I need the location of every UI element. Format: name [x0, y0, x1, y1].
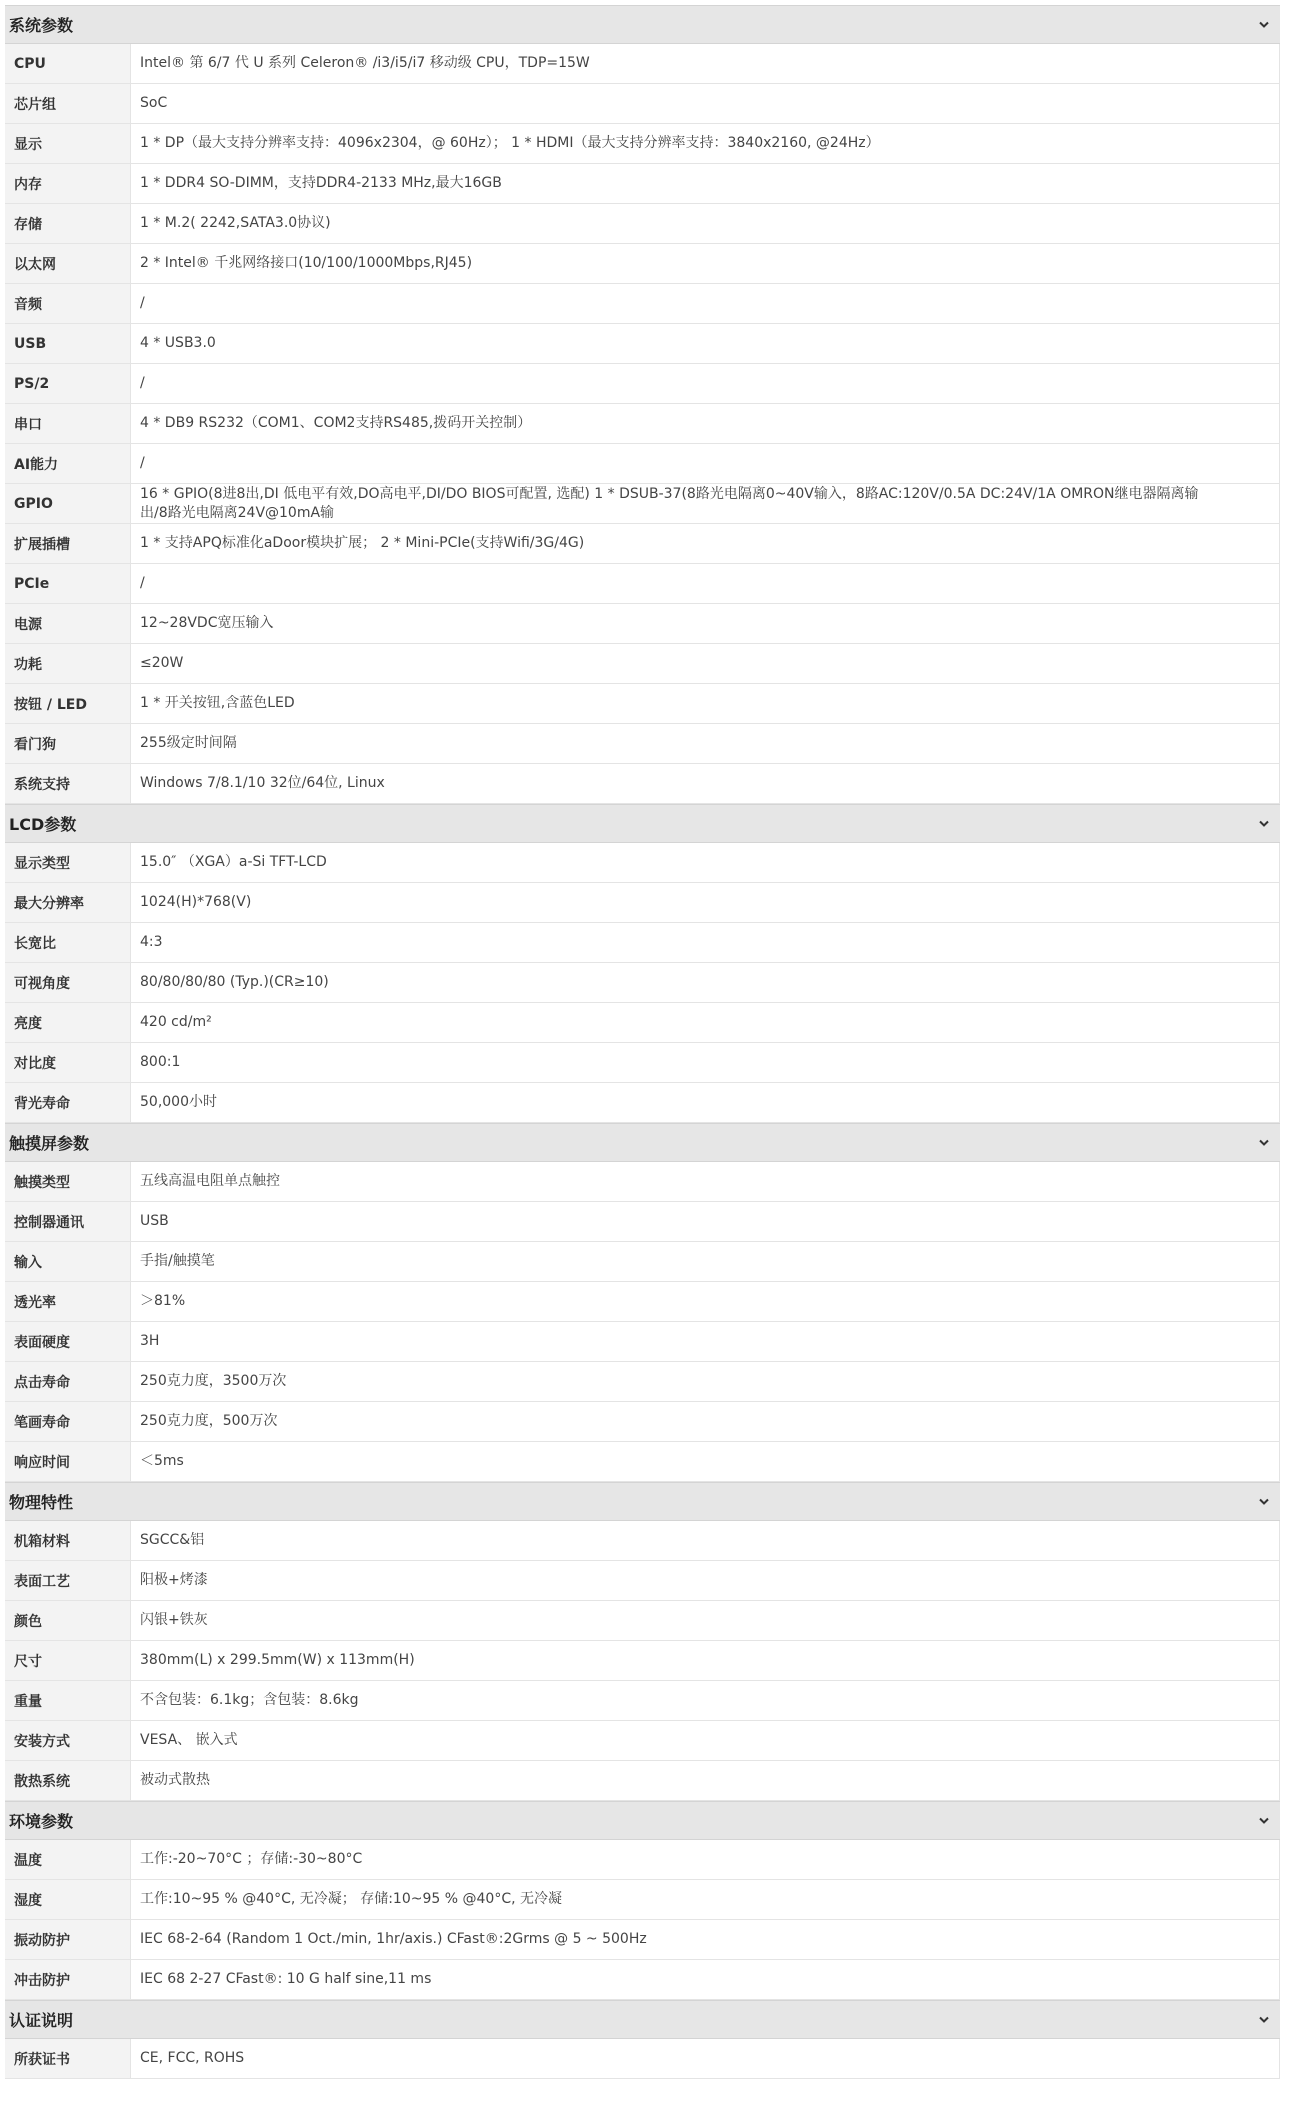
- spec-label: 长宽比: [5, 923, 130, 962]
- spec-row: [5, 1162, 1280, 1202]
- spec-value: ＜5ms: [130, 1442, 1280, 1481]
- spec-section: [5, 1123, 1280, 1482]
- spec-row: [5, 724, 1280, 764]
- spec-label: CPU: [5, 44, 130, 83]
- spec-value: /: [130, 444, 1280, 483]
- spec-value: SoC: [130, 84, 1280, 123]
- spec-label: 存储: [5, 204, 130, 243]
- spec-row: [5, 644, 1280, 684]
- spec-value: 手指/触摸笔: [130, 1242, 1280, 1281]
- spec-row: [5, 1202, 1280, 1242]
- spec-label: 温度: [5, 1840, 130, 1879]
- section-header[interactable]: [5, 1123, 1280, 1162]
- spec-label: 湿度: [5, 1880, 130, 1919]
- spec-label: PS/2: [5, 364, 130, 403]
- spec-value: 不含包装：6.1kg；含包装：8.6kg: [130, 1681, 1280, 1720]
- spec-value: 1 * DP（最大支持分辨率支持：4096x2304，@ 60Hz）； 1 * HDMI（最大支持分辨率支持：3840x2160, @24Hz）: [130, 124, 1280, 163]
- spec-label: 亮度: [5, 1003, 130, 1042]
- spec-label: 功耗: [5, 644, 130, 683]
- spec-value: CE, FCC, ROHS: [130, 2039, 1280, 2078]
- spec-label: 音频: [5, 284, 130, 323]
- spec-label: 最大分辨率: [5, 883, 130, 922]
- spec-row: [5, 404, 1280, 444]
- section-header[interactable]: [5, 804, 1280, 843]
- spec-row: [5, 44, 1280, 84]
- spec-value: 380mm(L) x 299.5mm(W) x 113mm(H): [130, 1641, 1280, 1680]
- spec-value: Intel® 第 6/7 代 U 系列 Celeron® /i3/i5/i7 移动级 CPU，TDP=15W: [130, 44, 1280, 83]
- section-title: 触摸屏参数: [9, 1134, 90, 1153]
- spec-row: [5, 1521, 1280, 1561]
- spec-value: 工作:-20~70°C ；存储:-30~80°C: [130, 1840, 1280, 1879]
- spec-label: 振动防护: [5, 1920, 130, 1959]
- spec-row: [5, 604, 1280, 644]
- spec-section: [5, 5, 1280, 804]
- spec-row: [5, 524, 1280, 564]
- spec-row: [5, 1003, 1280, 1043]
- spec-value: 1 * M.2( 2242,SATA3.0协议): [130, 204, 1280, 243]
- section-header[interactable]: [5, 5, 1280, 44]
- spec-value: IEC 68 2-27 CFast®: 10 G half sine,11 ms: [130, 1960, 1280, 1999]
- spec-label: 表面硬度: [5, 1322, 130, 1361]
- section-title: 认证说明: [9, 2011, 74, 2030]
- section-title: 环境参数: [9, 1812, 74, 1831]
- chevron-down-icon[interactable]: [1256, 1494, 1272, 1510]
- spec-label: 触摸类型: [5, 1162, 130, 1201]
- spec-label: 看门狗: [5, 724, 130, 763]
- spec-label: 重量: [5, 1681, 130, 1720]
- spec-value: 255级定时间隔: [130, 724, 1280, 763]
- spec-row: [5, 684, 1280, 724]
- spec-table: [5, 5, 1280, 2079]
- spec-value: IEC 68-2-64 (Random 1 Oct./min, 1hr/axis.) CFast®:2Grms @ 5 ~ 500Hz: [130, 1920, 1280, 1959]
- spec-label: 显示类型: [5, 843, 130, 882]
- section-header[interactable]: [5, 1482, 1280, 1521]
- spec-label: USB: [5, 324, 130, 363]
- spec-label: 点击寿命: [5, 1362, 130, 1401]
- spec-label: 芯片组: [5, 84, 130, 123]
- section-header[interactable]: [5, 2000, 1280, 2039]
- spec-value: 阳极+烤漆: [130, 1561, 1280, 1600]
- section-title: 系统参数: [9, 16, 74, 35]
- spec-row: [5, 1880, 1280, 1920]
- spec-value: ≤20W: [130, 644, 1280, 683]
- section-header[interactable]: [5, 1801, 1280, 1840]
- spec-label: 响应时间: [5, 1442, 130, 1481]
- section-title: 物理特性: [9, 1493, 74, 1512]
- spec-value: /: [130, 284, 1280, 323]
- spec-row: [5, 564, 1280, 604]
- spec-label: 表面工艺: [5, 1561, 130, 1600]
- spec-value: 16 * GPIO(8进8出,DI 低电平有效,DO高电平,DI/DO BIOS可配置, 选配) 1 * DSUB-37(8路光电隔离0~40V输入，8路AC:120V/0.5A DC:24V/1A OMRON继电器隔离输出/8路光电隔离24V@10mA输: [130, 484, 1280, 523]
- spec-row: [5, 244, 1280, 284]
- spec-row: [5, 1322, 1280, 1362]
- spec-label: 所获证书: [5, 2039, 130, 2078]
- spec-row: [5, 1561, 1280, 1601]
- spec-value: 1 * DDR4 SO-DIMM，支持DDR4-2133 MHz,最大16GB: [130, 164, 1280, 203]
- spec-row: [5, 284, 1280, 324]
- spec-section: [5, 2000, 1280, 2079]
- spec-label: 输入: [5, 1242, 130, 1281]
- spec-value: 被动式散热: [130, 1761, 1280, 1800]
- spec-row: [5, 364, 1280, 404]
- spec-label: 散热系统: [5, 1761, 130, 1800]
- spec-value: 4:3: [130, 923, 1280, 962]
- chevron-down-icon[interactable]: [1256, 1135, 1272, 1151]
- spec-value: 4 * USB3.0: [130, 324, 1280, 363]
- spec-value: /: [130, 564, 1280, 603]
- spec-row: [5, 1960, 1280, 2000]
- spec-row: [5, 84, 1280, 124]
- spec-row: [5, 1641, 1280, 1681]
- spec-row: [5, 923, 1280, 963]
- spec-label: 机箱材料: [5, 1521, 130, 1560]
- spec-value: Windows 7/8.1/10 32位/64位, Linux: [130, 764, 1280, 803]
- spec-row: [5, 1043, 1280, 1083]
- spec-row: [5, 2039, 1280, 2079]
- spec-value: 420 cd/m²: [130, 1003, 1280, 1042]
- spec-value: 1024(H)*768(V): [130, 883, 1280, 922]
- spec-value: 3H: [130, 1322, 1280, 1361]
- spec-value: 250克力度，500万次: [130, 1402, 1280, 1441]
- spec-row: [5, 1761, 1280, 1801]
- spec-label: 串口: [5, 404, 130, 443]
- spec-label: AI能力: [5, 444, 130, 483]
- section-title: LCD参数: [9, 815, 77, 834]
- spec-row: [5, 1282, 1280, 1322]
- spec-label: 背光寿命: [5, 1083, 130, 1122]
- spec-row: [5, 1721, 1280, 1761]
- spec-row: [5, 444, 1280, 484]
- spec-row: [5, 164, 1280, 204]
- spec-label: 笔画寿命: [5, 1402, 130, 1441]
- spec-section: [5, 1801, 1280, 2000]
- chevron-down-icon[interactable]: [1256, 816, 1272, 832]
- spec-value: 闪银+铁灰: [130, 1601, 1280, 1640]
- spec-value: 12~28VDC宽压输入: [130, 604, 1280, 643]
- chevron-down-icon[interactable]: [1256, 2012, 1272, 2028]
- spec-value: 工作:10~95 % @40°C, 无冷凝； 存储:10~95 % @40°C, 无冷凝: [130, 1880, 1280, 1919]
- spec-label: 以太网: [5, 244, 130, 283]
- spec-label: 按钮 / LED: [5, 684, 130, 723]
- spec-label: PCIe: [5, 564, 130, 603]
- spec-row: [5, 1601, 1280, 1641]
- spec-label: 控制器通讯: [5, 1202, 130, 1241]
- spec-value: 50,000小时: [130, 1083, 1280, 1122]
- spec-value: 2 * Intel® 千兆网络接口(10/100/1000Mbps,RJ45): [130, 244, 1280, 283]
- spec-label: 安装方式: [5, 1721, 130, 1760]
- spec-value: 800:1: [130, 1043, 1280, 1082]
- spec-section: [5, 1482, 1280, 1801]
- spec-row: [5, 843, 1280, 883]
- spec-label: GPIO: [5, 484, 130, 523]
- spec-row: [5, 1242, 1280, 1282]
- spec-label: 内存: [5, 164, 130, 203]
- spec-label: 显示: [5, 124, 130, 163]
- spec-value: 1 * 支持APQ标准化aDoor模块扩展； 2 * Mini-PCIe(支持Wifi/3G/4G): [130, 524, 1280, 563]
- spec-value: 1 * 开关按钮,含蓝色LED: [130, 684, 1280, 723]
- spec-row: [5, 1840, 1280, 1880]
- spec-row: [5, 1442, 1280, 1482]
- spec-row: [5, 324, 1280, 364]
- spec-label: 系统支持: [5, 764, 130, 803]
- spec-value: USB: [130, 1202, 1280, 1241]
- spec-value: 15.0″ （XGA）a-Si TFT-LCD: [130, 843, 1280, 882]
- spec-value: 250克力度，3500万次: [130, 1362, 1280, 1401]
- spec-label: 扩展插槽: [5, 524, 130, 563]
- spec-row: [5, 204, 1280, 244]
- spec-row: [5, 883, 1280, 923]
- spec-value: /: [130, 364, 1280, 403]
- spec-value: 80/80/80/80 (Typ.)(CR≥10): [130, 963, 1280, 1002]
- spec-label: 对比度: [5, 1043, 130, 1082]
- chevron-down-icon[interactable]: [1256, 1813, 1272, 1829]
- spec-value: VESA、 嵌入式: [130, 1721, 1280, 1760]
- spec-row: [5, 963, 1280, 1003]
- spec-row: [5, 1681, 1280, 1721]
- spec-value: 4 * DB9 RS232（COM1、COM2支持RS485,拨码开关控制）: [130, 404, 1280, 443]
- spec-value: SGCC&铝: [130, 1521, 1280, 1560]
- chevron-down-icon[interactable]: [1256, 17, 1272, 33]
- spec-value: ＞81%: [130, 1282, 1280, 1321]
- spec-section: [5, 804, 1280, 1123]
- spec-row: [5, 1920, 1280, 1960]
- spec-row: [5, 124, 1280, 164]
- spec-label: 尺寸: [5, 1641, 130, 1680]
- spec-row: [5, 764, 1280, 804]
- spec-row: [5, 1402, 1280, 1442]
- spec-label: 透光率: [5, 1282, 130, 1321]
- spec-label: 颜色: [5, 1601, 130, 1640]
- spec-row: [5, 484, 1280, 524]
- spec-label: 电源: [5, 604, 130, 643]
- spec-row: [5, 1362, 1280, 1402]
- spec-label: 冲击防护: [5, 1960, 130, 1999]
- spec-label: 可视角度: [5, 963, 130, 1002]
- spec-row: [5, 1083, 1280, 1123]
- spec-value: 五线高温电阻单点触控: [130, 1162, 1280, 1201]
